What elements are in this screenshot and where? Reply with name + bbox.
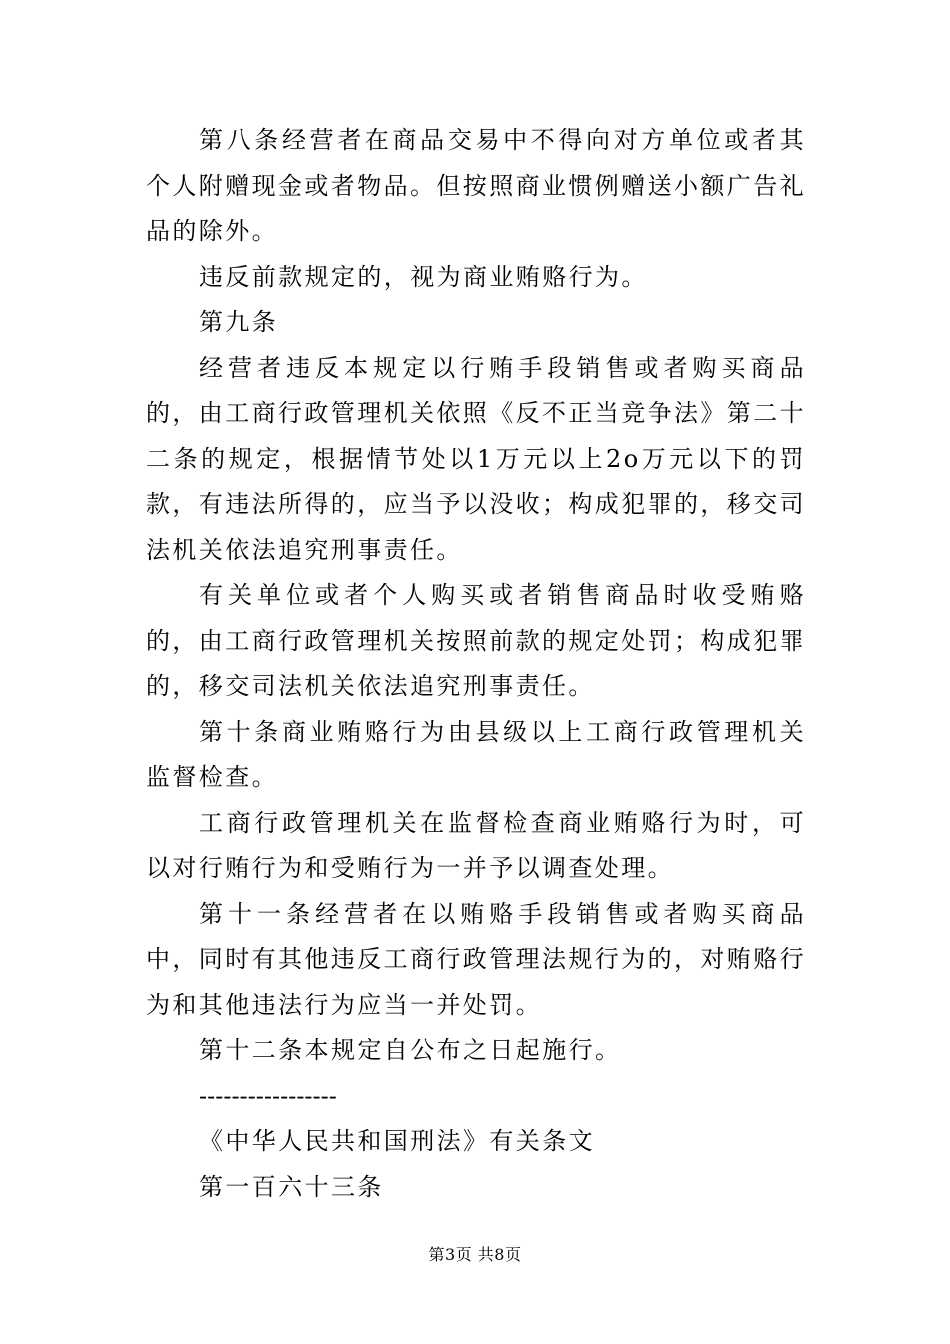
paragraph-article-9-penalty: 经营者违反本规定以行贿手段销售或者购买商品的，由工商行政管理机关依照《反不正当竞争法》第二十二条的规定，根据情节处以1万元以上2o万元以下的罚款，有违法所得的，应当予以没收；构成犯罪的，移交司法机关依法追究刑事责任。 — [146, 353, 806, 564]
paragraph-article-11: 第十一条经营者在以贿赂手段销售或者购买商品中，同时有其他违反工商行政管理法规行为的，对贿赂行为和其他违法行为应当一并处罚。 — [146, 899, 806, 1019]
article-163-heading: 第一百六十三条 — [199, 1172, 384, 1201]
paragraph-bribe-recipient: 有关单位或者个人购买或者销售商品时收受贿赂的，由工商行政管理机关按照前款的规定处罚；构成犯罪的，移交司法机关依法追究刑事责任。 — [146, 581, 806, 700]
paragraph-article-12: 第十二条本规定自公布之日起施行。 — [199, 1036, 622, 1064]
section-divider: ----------------- — [199, 1081, 337, 1110]
paragraph-bribery-definition: 违反前款规定的，视为商业贿赂行为。 — [199, 262, 648, 291]
criminal-law-heading: 《中华人民共和国刑法》有关条文 — [199, 1127, 595, 1155]
document-body — [146, 118, 806, 1210]
page-number-footer: 第3页 共8页 — [428, 1245, 522, 1264]
paragraph-article-9-heading: 第九条 — [199, 308, 279, 336]
paragraph-investigation: 工商行政管理机关在监督检查商业贿赂行为时，可以对行贿行为和受贿行为一并予以调查处理。 — [146, 808, 806, 882]
paragraph-article-8: 第八条经营者在商品交易中不得向对方单位或者其个人附赠现金或者物品。但按照商业惯例赠送小额广告礼品的除外。 — [146, 126, 806, 245]
paragraph-article-10: 第十条商业贿赂行为由县级以上工商行政管理机关监督检查。 — [146, 717, 806, 791]
